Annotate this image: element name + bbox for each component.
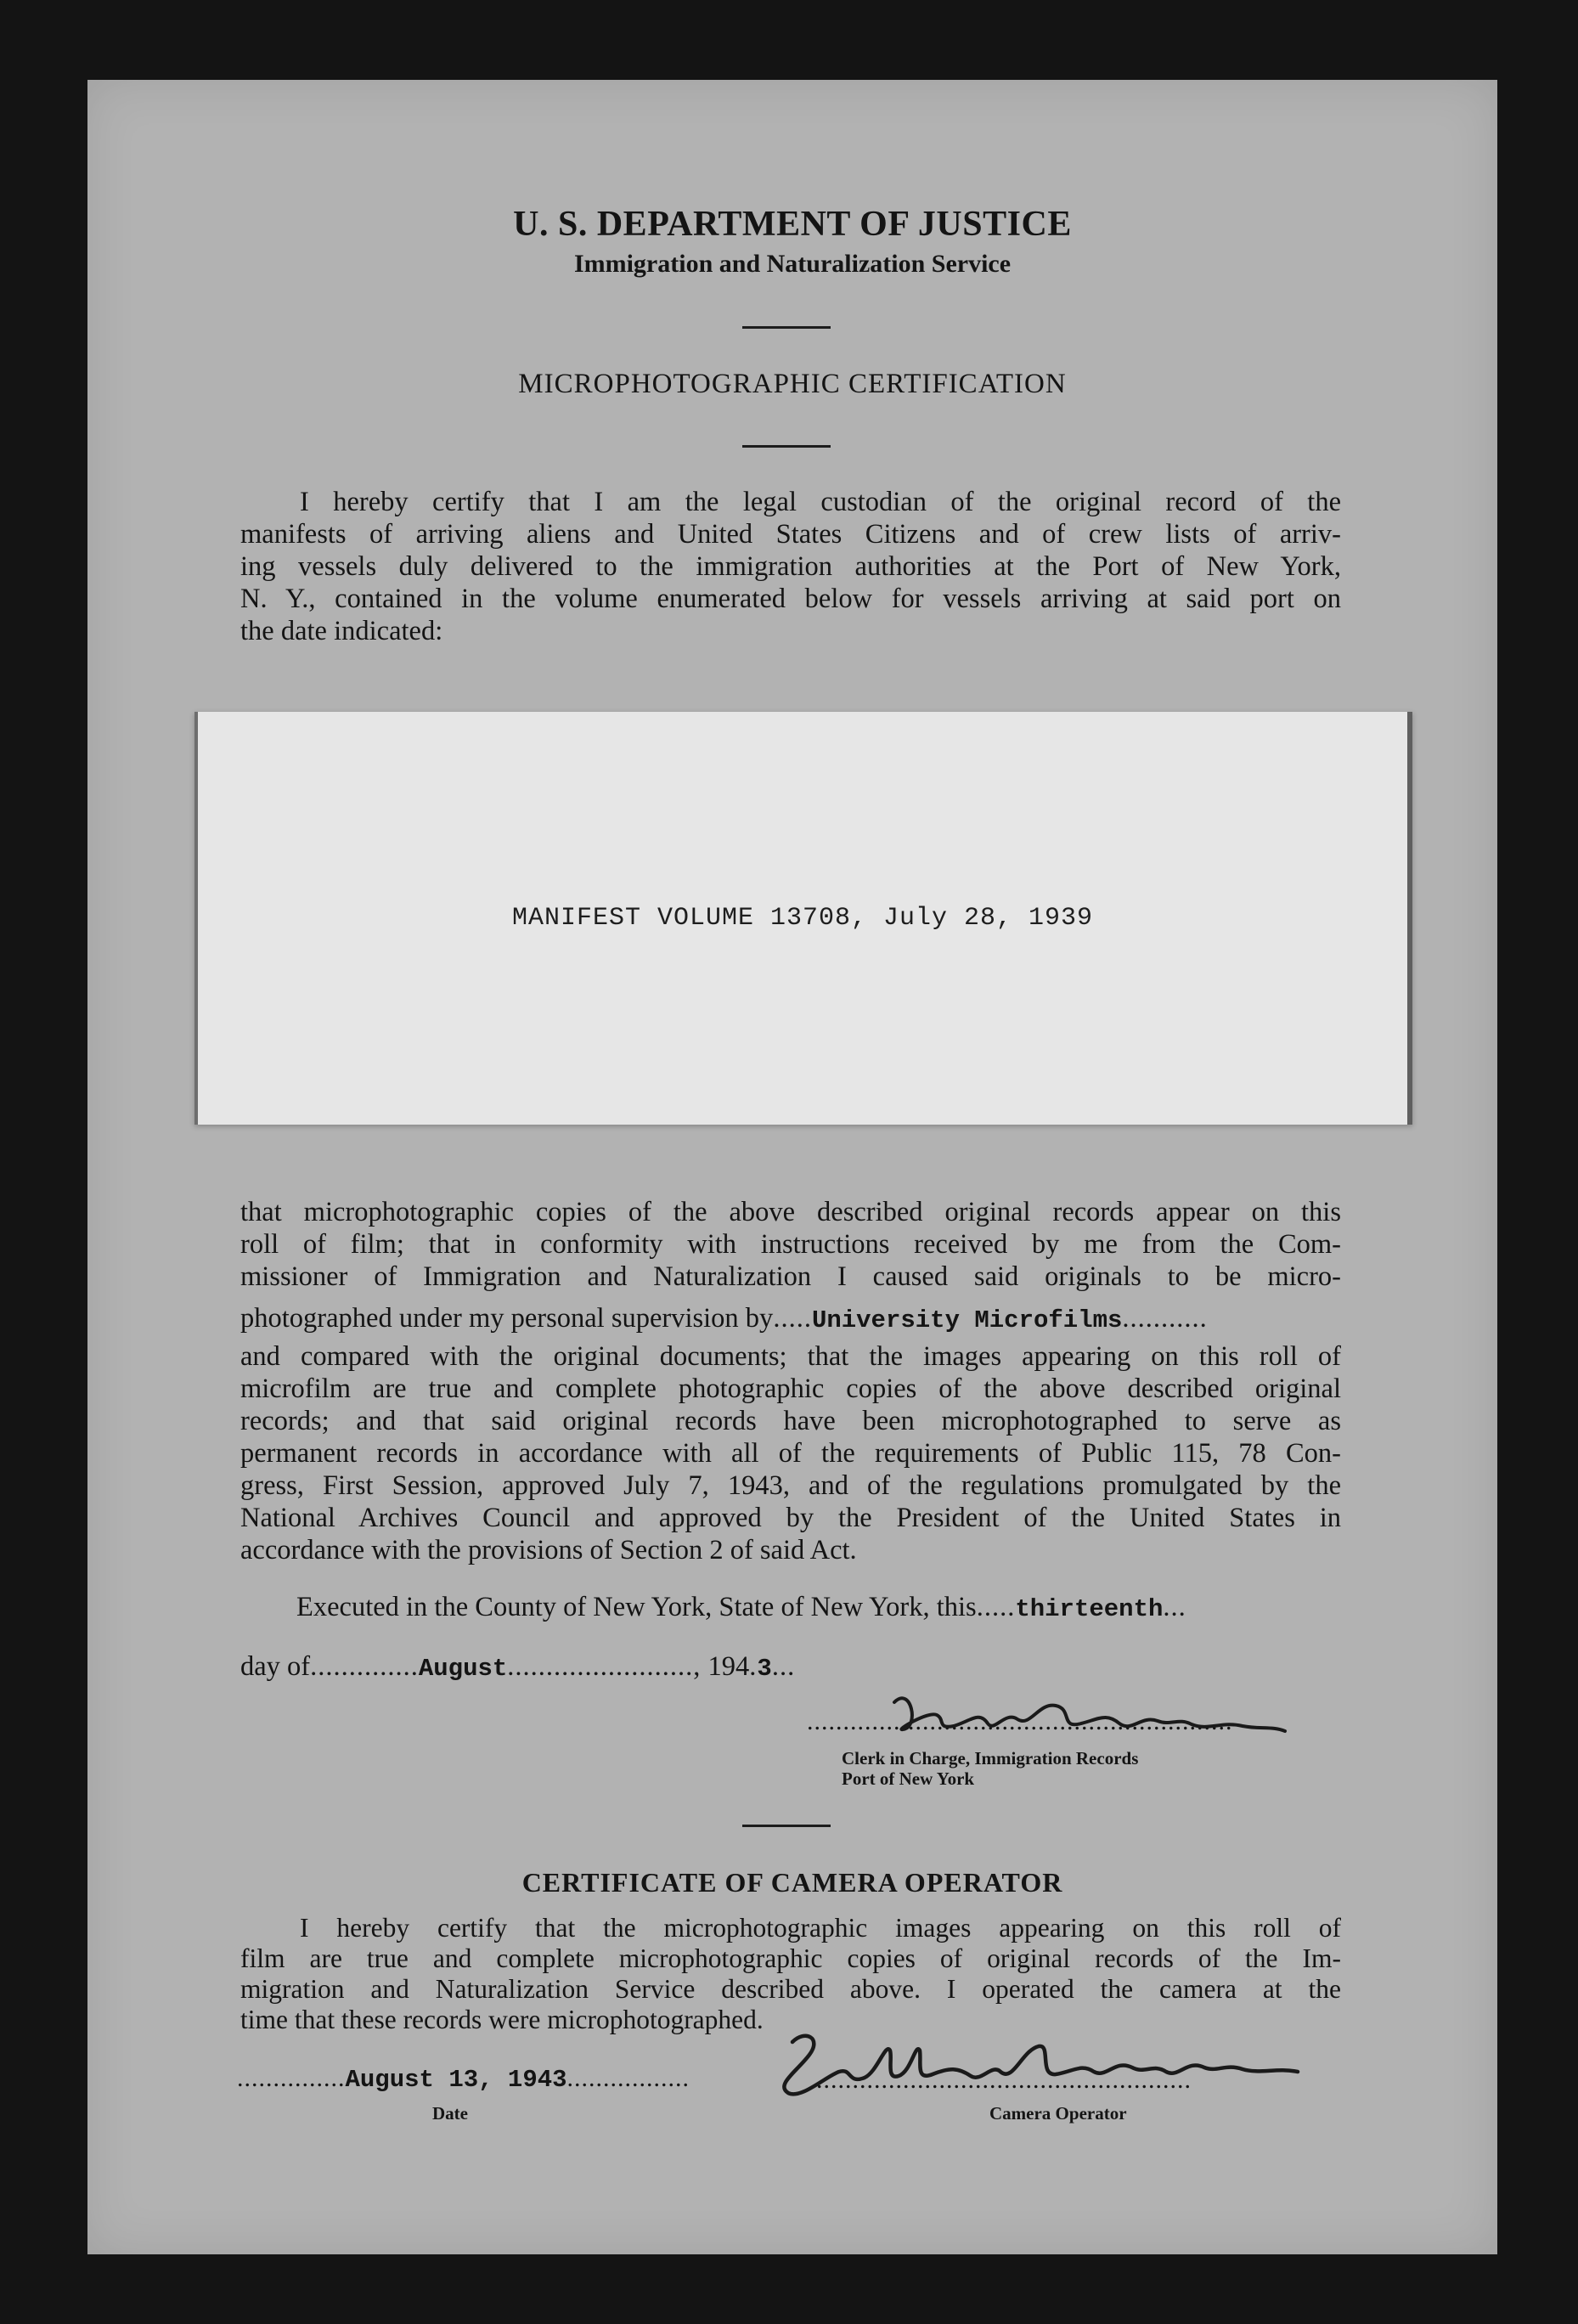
body-line: records; and that said original records have been microphotographed to serve as <box>240 1406 1341 1436</box>
clerk-signature <box>886 1677 1344 1753</box>
operator-signature-line: .................................................... <box>816 2066 1192 2094</box>
microfilm-company: University Microfilms <box>811 1306 1123 1334</box>
intro-line: the date indicated: <box>240 616 443 646</box>
manifest-volume-text: MANIFEST VOLUME 13708, July 28, 1939 <box>511 904 1094 933</box>
clerk-signature-line: ........................................................... <box>807 1707 1233 1735</box>
camera-date-value: August 13, 1943 <box>345 2066 567 2094</box>
body-line: that microphotographic copies of the above described original records appear on this <box>240 1197 1341 1227</box>
intro-line: ing vessels duly delivered to the immigration authorities at the Port of New York, <box>240 551 1341 582</box>
year-prefix: 194 <box>707 1651 750 1682</box>
day-of-label: day of <box>240 1651 311 1682</box>
body-line: microfilm are true and complete photographic copies of the above described original <box>240 1374 1341 1404</box>
camera-line: film are true and complete microphotographic copies of original records of the Im- <box>240 1943 1341 1973</box>
divider <box>742 1825 831 1827</box>
supervision-line: photographed under my personal supervision by.....University Microfilms........... <box>240 1303 1208 1334</box>
date-label: Date <box>432 2103 468 2124</box>
body-line: and compared with the original documents; that the images appearing on this roll of <box>240 1341 1341 1372</box>
certification-title: MICROPHOTOGRAPHIC CERTIFICATION <box>518 369 1067 399</box>
execution-day: thirteenth <box>1015 1595 1164 1623</box>
service-subheading: Immigration and Naturalization Service <box>573 250 1012 278</box>
body-paragraph-top <box>240 1196 1341 1293</box>
body-line: permanent records in accordance with all of the requirements of Public 115, 78 Con- <box>240 1438 1341 1469</box>
operator-signature <box>758 2025 1353 2110</box>
manifest-slip <box>194 712 1412 1125</box>
clerk-title-line2: Port of New York <box>842 1768 975 1789</box>
certificate-page <box>87 80 1497 2254</box>
camera-line: time that these records were microphotographed. <box>240 2005 764 2034</box>
body-paragraph-bottom <box>240 1340 1341 1566</box>
camera-operator-label: Camera Operator <box>989 2103 1127 2124</box>
body-line: roll of film; that in conformity with instructions received by me from the Com- <box>240 1229 1341 1260</box>
body-line: gress, First Session, approved July 7, 1943, and of the regulations promulgated by the <box>240 1470 1341 1501</box>
clerk-title-line1: Clerk in Charge, Immigration Records <box>842 1748 1139 1768</box>
intro-line: I hereby certify that I am the legal custodian of the original record of the <box>300 487 1341 517</box>
clerk-title <box>842 1748 1138 1789</box>
body-line: missioner of Immigration and Naturalization I caused said originals to be micro- <box>240 1261 1341 1292</box>
intro-paragraph <box>240 486 1341 647</box>
divider <box>742 326 831 329</box>
camera-line: migration and Naturalization Service described above. I operated the camera at the <box>240 1974 1341 2004</box>
department-heading: U. S. DEPARTMENT OF JUSTICE <box>513 205 1072 244</box>
year-digit: 3 <box>757 1655 772 1683</box>
camera-line: I hereby certify that the microphotographic images appearing on this roll of <box>300 1913 1341 1943</box>
divider <box>742 445 831 448</box>
execution-prefix: Executed in the County of New York, State of New York, this <box>296 1592 977 1622</box>
body-line: accordance with the provisions of Section 2 of said Act. <box>240 1535 857 1565</box>
intro-line: N. Y., contained in the volume enumerated below for vessels arriving at said port on <box>240 584 1341 614</box>
body-line: National Archives Council and approved by the President of the United States in <box>240 1503 1341 1533</box>
intro-line: manifests of arriving aliens and United States Citizens and of crew lists of arriv- <box>240 519 1341 550</box>
supervision-prefix: photographed under my personal supervision by <box>240 1303 774 1334</box>
date-line: day of..............August........................, 194.3... <box>240 1651 796 1683</box>
execution-month: August <box>418 1655 508 1683</box>
execution-line: Executed in the County of New York, State of New York, this.....thirteenth... <box>296 1592 1186 1623</box>
camera-certificate-paragraph <box>240 1913 1341 2035</box>
camera-certificate-title: CERTIFICATE OF CAMERA OPERATOR <box>521 1867 1063 1898</box>
camera-date-line: ...............August 13, 1943................. <box>237 2064 690 2094</box>
